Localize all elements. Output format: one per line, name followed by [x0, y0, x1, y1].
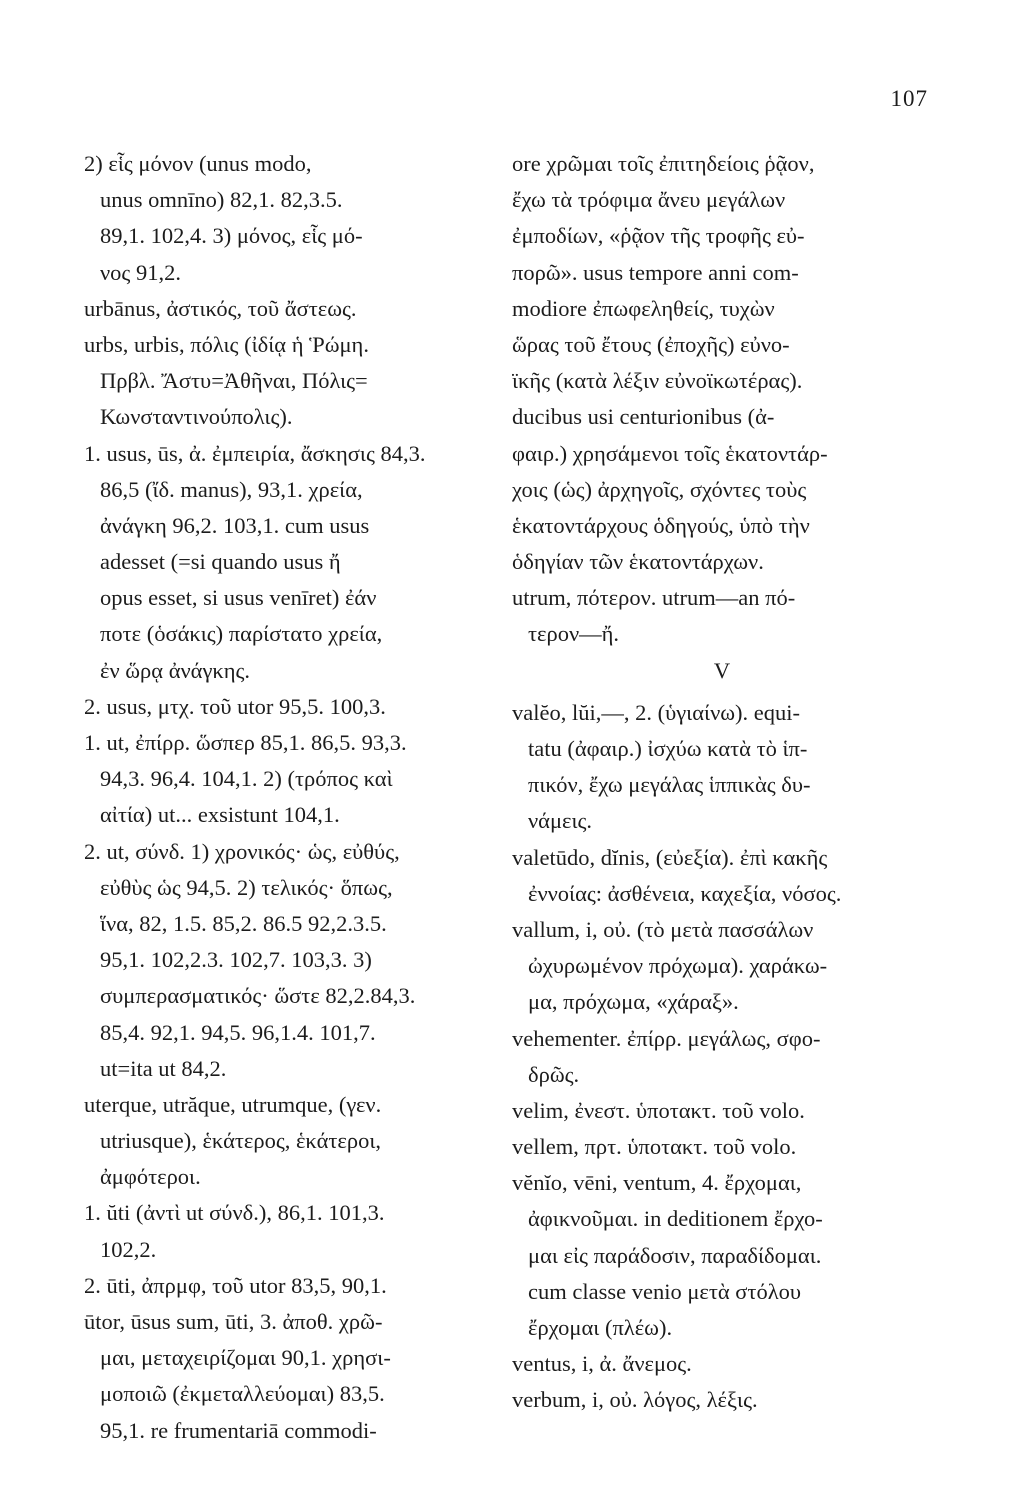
entry-line: φαιρ.) χρησάμενοι τοῖς ἑκατοντάρ-	[512, 440, 828, 466]
entry-line: modiore ἐπωφεληθείς, τυχὼν	[512, 295, 775, 321]
entry-line: unus omnīno) 82,1. 82,3.5.	[100, 187, 343, 213]
entry-line: αἰτία) ut... exsistunt 104,1.	[100, 802, 340, 828]
entry-line: ducibus usi centurionibus (ἀ-	[512, 404, 775, 430]
entry-line: εὐθὺς ὡς 94,5. 2) τελικός· ὅπως,	[100, 874, 393, 900]
entry-line: 2. ut, σύνδ. 1) χρονικός· ὡς, εὐθύς,	[84, 838, 400, 864]
entry-line: δρῶς.	[528, 1061, 580, 1087]
entry-line: μαι, μεταχειρίζομαι 90,1. χρησι-	[100, 1345, 391, 1371]
entry-line: ἑκατοντάρχους ὁδηγούς, ὑπὸ τὴν	[512, 512, 810, 538]
entry-line: μα, πρόχωμα, «χάραξ».	[528, 989, 739, 1015]
entry-line: valĕo, lŭi,—, 2. (ὑγιαίνω). equi-	[512, 699, 801, 725]
entry-line: Πρβλ. Ἄστυ=Ἀθῆναι, Πόλις=	[100, 368, 368, 394]
entry-line: ἐν ὥρᾳ ἀνάγκης.	[100, 657, 251, 683]
entry-line: cum classe venio μετὰ στόλου	[528, 1278, 802, 1304]
entry-line: ϊκῆς (κατὰ λέξιν εὐνοϊκωτέρας).	[512, 368, 803, 394]
entry-line: 1. ŭti (ἀντὶ ut σύνδ.), 86,1. 101,3.	[84, 1200, 385, 1226]
entry-line: urbānus, ἀστικός, τοῦ ἄστεως.	[84, 295, 357, 321]
entry-line: πορῶ». usus tempore anni com-	[512, 259, 799, 285]
entry-line: velim, ἐνεστ. ὑποτακτ. τοῦ volo.	[512, 1097, 805, 1123]
entry-line: urbs, urbis, πόλις (ἰδίᾳ ἡ Ῥώμη.	[84, 331, 369, 357]
entry-line: ore χρῶμαι τοῖς ἐπιτηδείοις ῥᾷον,	[512, 151, 815, 176]
entry-line: τερον—ἤ.	[528, 621, 620, 647]
entry-line: ἐμποδίων, «ῥᾷον τῆς τροφῆς εὐ-	[512, 223, 805, 249]
entry-line: 89,1. 102,4. 3) μόνος, εἷς μό-	[100, 223, 363, 249]
entry-line: πικόν, ἔχω μεγάλας ἱππικὰς δυ-	[528, 772, 811, 798]
entry-line: ὠχυρωμένον πρόχωμα). χαράκω-	[528, 953, 828, 979]
entry-line: uterque, utrăque, utrumque, (γεν.	[84, 1091, 382, 1117]
entry-line: valetūdo, dĭnis, (εὐεξία). ἐπὶ κακῆς	[512, 844, 828, 870]
entry-line: opus esset, si usus venīret) ἐάν	[100, 585, 377, 611]
entry-line: ἔχω τὰ τρόφιμα ἄνευ μεγάλων	[512, 187, 786, 213]
entry-line: 95,1. re frumentariā commodi-	[100, 1417, 377, 1443]
entry-line: 2. usus, μτχ. τοῦ utor 95,5. 100,3.	[84, 693, 386, 719]
entry-line: adesset (=si quando usus ἤ	[100, 549, 341, 575]
entry-line: 85,4. 92,1. 94,5. 96,1.4. 101,7.	[100, 1019, 376, 1045]
entry-line: ἀμφότεροι.	[100, 1164, 201, 1190]
entry-line: νάμεις.	[528, 808, 593, 834]
entry-line: ὥρας τοῦ ἔτους (ἐποχῆς) εὐνο-	[512, 331, 790, 357]
entry-line: vĕnĭo, vēni, ventum, 4. ἔρχομαι,	[512, 1170, 802, 1196]
entry-line: νος 91,2.	[100, 259, 181, 285]
page-number: 107	[890, 86, 928, 111]
entry-line: tatu (ἀφαιρ.) ἰσχύω κατὰ τὸ ἱπ-	[528, 736, 808, 761]
entry-line: utriusque), ἑκάτερος, ἑκάτεροι,	[100, 1128, 382, 1154]
entry-line: ἀνάγκη 96,2. 103,1. cum usus	[100, 512, 370, 538]
entry-line: μοποιῶ (ἐκμεταλλεύομαι) 83,5.	[100, 1381, 385, 1407]
entry-line: 102,2.	[100, 1236, 157, 1262]
entry-line: 1. usus, ūs, ἀ. ἐμπειρία, ἄσκησις 84,3.	[84, 440, 426, 466]
entry-line: συμπερασματικός· ὥστε 82,2.84,3.	[100, 983, 416, 1009]
right-column	[512, 146, 932, 1419]
entry-line: verbum, i, οὐ. λόγος, λέξις.	[512, 1387, 758, 1413]
entry-line: χοις (ὡς) ἀρχηγοῖς, σχόντες τοὺς	[512, 476, 807, 502]
entry-line: Κωνσταντινούπολις).	[100, 404, 293, 430]
entry-line: ἵνα, 82, 1.5. 85,2. 86.5 92,2.3.5.	[100, 910, 387, 936]
entry-line: ἐννοίας: ἀσθένεια, καχεξία, νόσος.	[528, 880, 842, 906]
entry-line: ut=ita ut 84,2.	[100, 1055, 227, 1081]
entry-line: ἀφικνοῦμαι. in deditionem ἔρχο-	[528, 1206, 823, 1232]
entry-line: ὁδηγίαν τῶν ἑκατοντάρχων.	[512, 549, 764, 575]
left-column	[84, 146, 470, 1449]
entry-line: vallum, i, οὐ. (τὸ μετὰ πασσάλων	[512, 916, 814, 942]
entry-line: ποτε (ὁσάκις) παρίστατο χρεία,	[100, 621, 383, 647]
entry-line: 2. ūti, ἀπρμφ, τοῦ utor 83,5, 90,1.	[84, 1272, 387, 1298]
entry-line: 1. ut, ἐπίρρ. ὥσπερ 85,1. 86,5. 93,3.	[84, 730, 407, 755]
entry-line: vehementer. ἐπίρρ. μεγάλως, σφο-	[512, 1025, 821, 1051]
entry-line: ventus, i, ἀ. ἄνεμος.	[512, 1351, 692, 1377]
entry-line: 86,5 (ἴδ. manus), 93,1. χρεία,	[100, 476, 363, 502]
section-letter: V	[713, 657, 731, 683]
entry-line: ἔρχομαι (πλέω).	[528, 1315, 673, 1340]
entry-line: vellem, πρτ. ὑποτακτ. τοῦ volo.	[512, 1134, 797, 1160]
entry-line: 94,3. 96,4. 104,1. 2) (τρόπος καὶ	[100, 766, 393, 792]
entry-line: μαι εἰς παράδοσιν, παραδίδομαι.	[528, 1242, 822, 1268]
entry-line: ūtor, ūsus sum, ūti, 3. ἀποθ. χρῶ-	[84, 1309, 383, 1334]
entry-line: 95,1. 102,2.3. 102,7. 103,3. 3)	[100, 947, 372, 973]
entry-line: utrum, πότερον. utrum—an πό-	[512, 585, 796, 611]
entry-line: 2) εἷς μόνον (unus modo,	[84, 151, 312, 176]
